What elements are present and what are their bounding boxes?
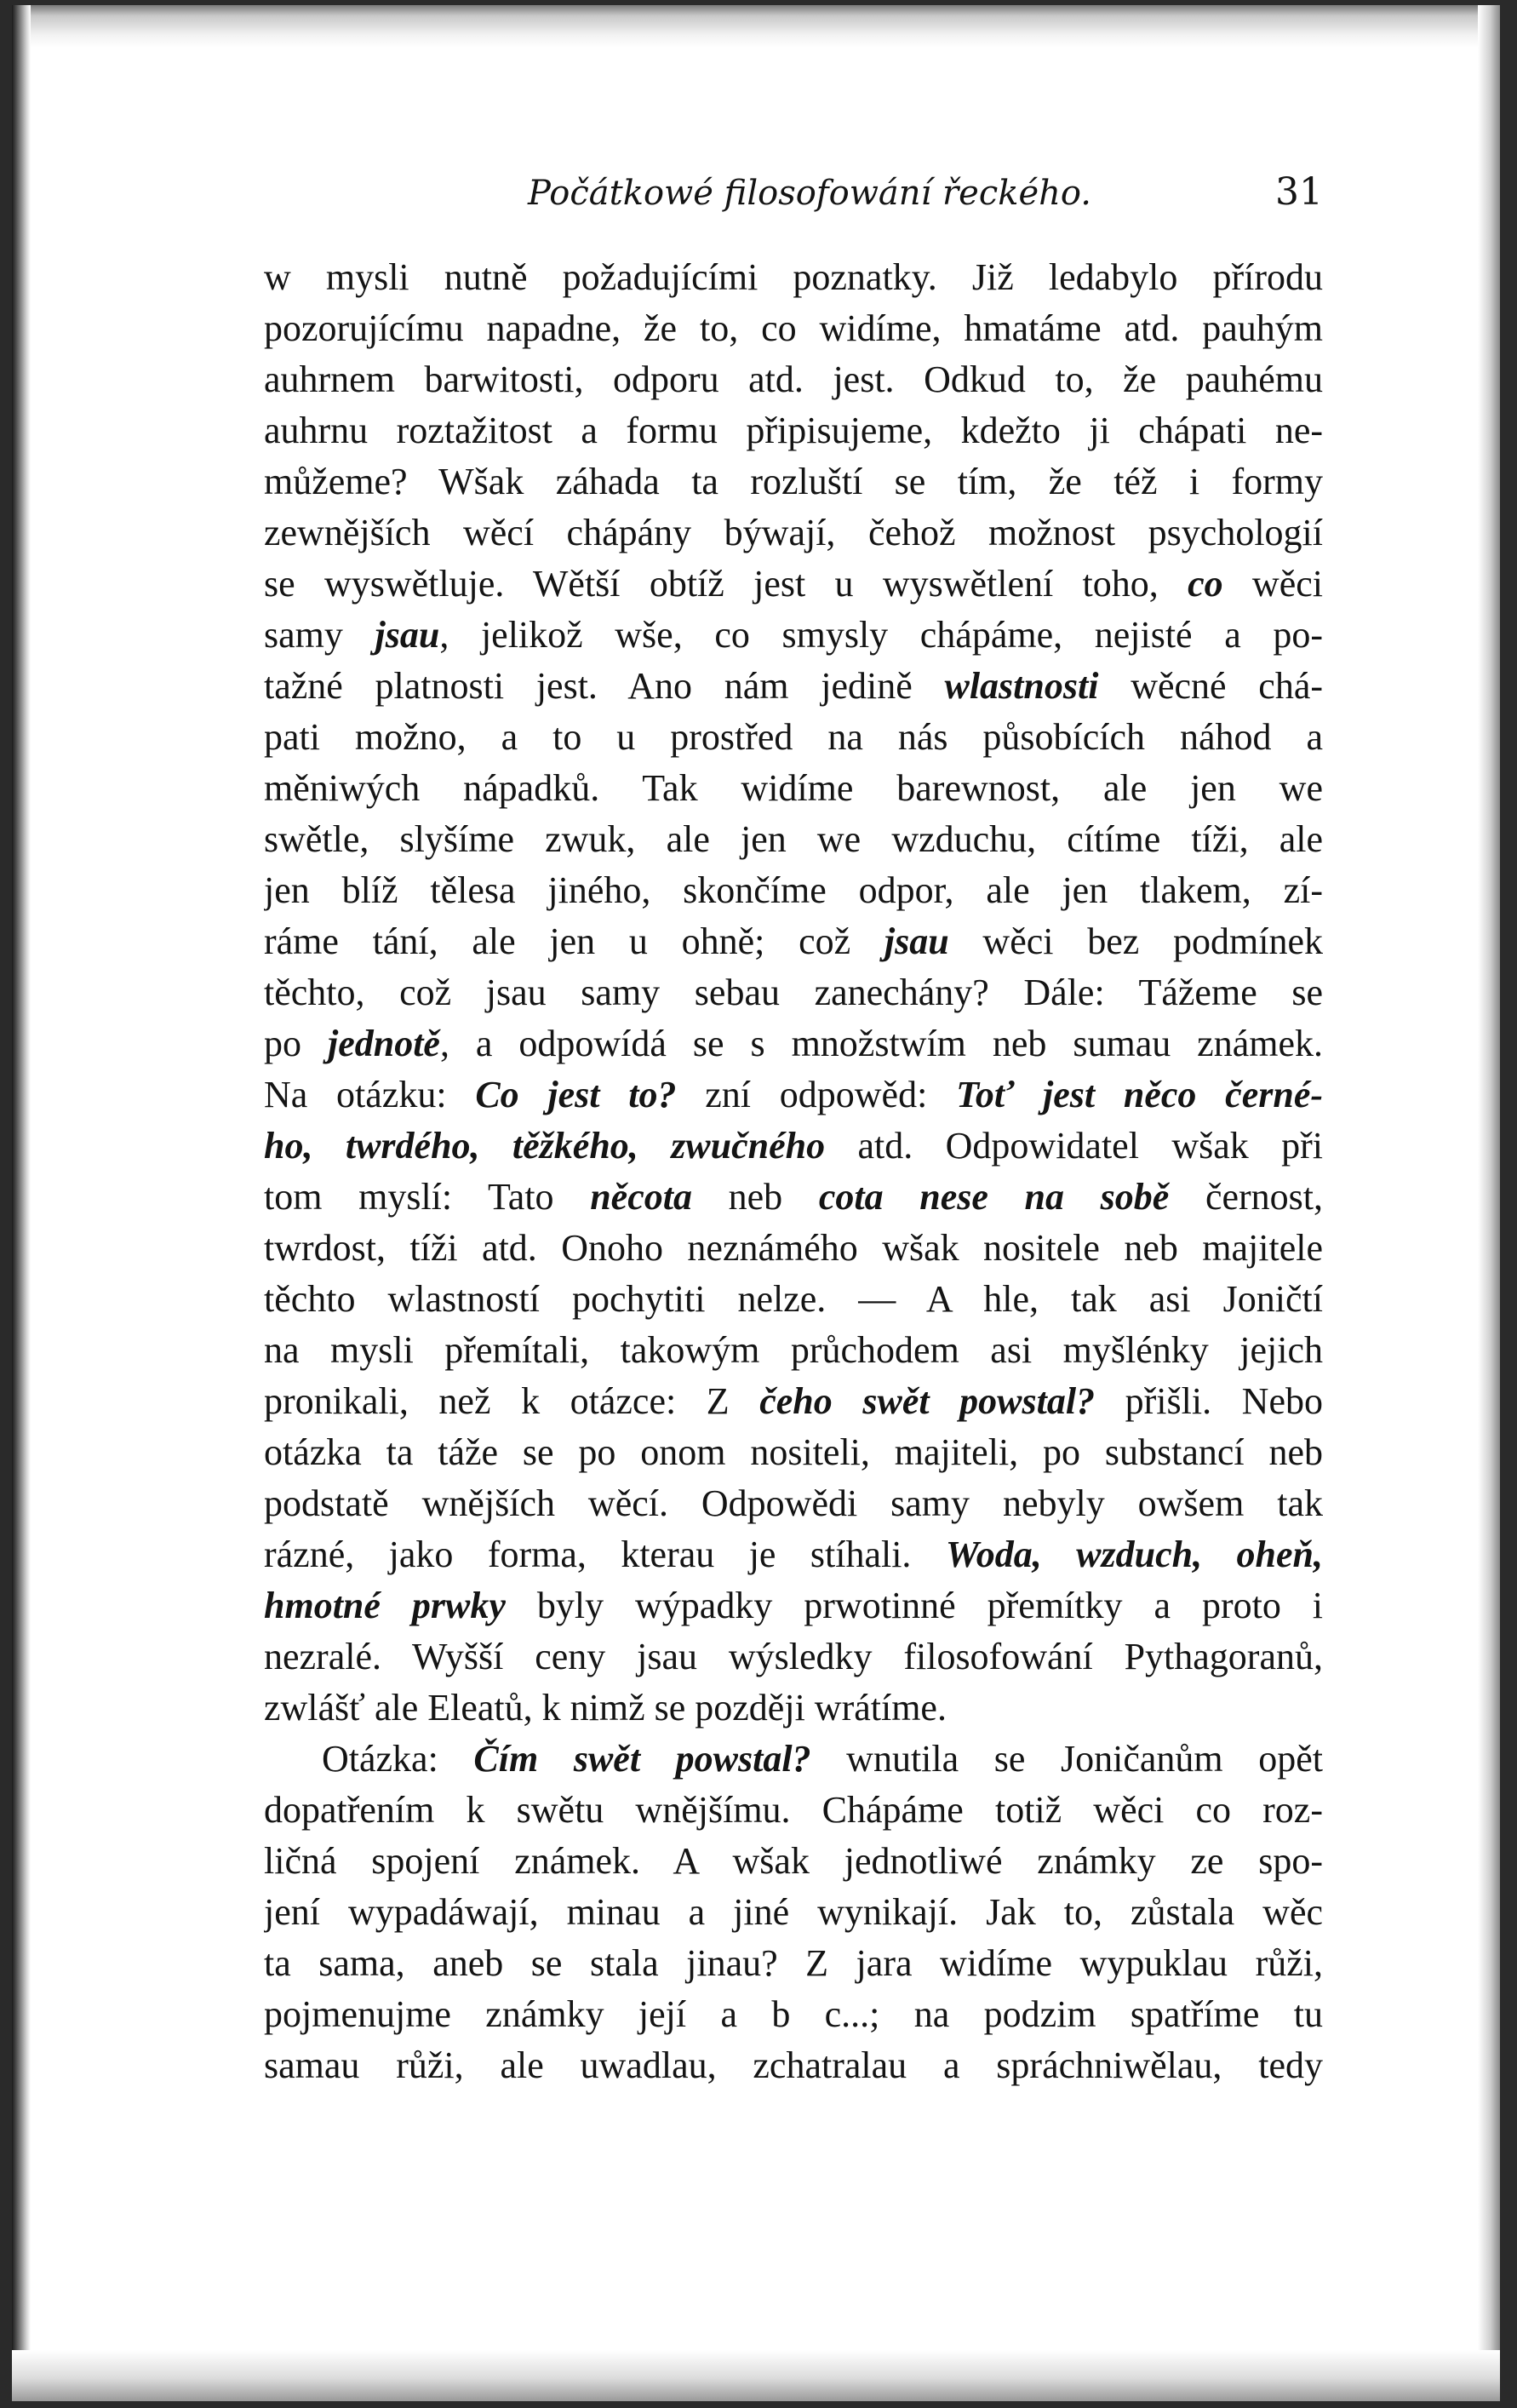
text-run: wnutila se Joničanům opět — [810, 1738, 1323, 1780]
text-line — [264, 1223, 1323, 1274]
text-run: zní odpowěd: — [676, 1074, 957, 1115]
italic-word: jsau — [884, 920, 949, 962]
italic-word: co — [1188, 563, 1223, 605]
text-line — [264, 1325, 1323, 1376]
text-run: zewnějších wěcí chápány býwají, čehož možnost psychologií — [264, 512, 1323, 553]
text-run: se wyswětluje. Wětší obtíž jest u wyswětlení toho, — [264, 563, 1188, 605]
italic-phrase: Čím swět powstal? — [473, 1738, 811, 1780]
text-line — [264, 1785, 1323, 1836]
text-line — [264, 252, 1323, 303]
text-run: můžeme? Wšak záhada ta rozluští se tím, že též i formy — [264, 461, 1323, 502]
text-run: twrdost, tíži atd. Onoho neznámého wšak nositele neb majitele — [264, 1227, 1323, 1269]
text-line — [264, 1631, 1323, 1683]
text-run: Otázka: — [322, 1738, 474, 1780]
text-line — [264, 354, 1323, 405]
page-edge-shadow-right — [1478, 5, 1500, 2401]
italic-word: jednotě — [327, 1023, 440, 1064]
text-line — [264, 456, 1323, 507]
text-run: jení wypadáwají, minau a jiné wynikají. Jak to, zůstala wěc — [264, 1891, 1323, 1933]
text-run: pronikali, než k otázce: Z — [264, 1380, 760, 1422]
text-run: pati možno, a to u prostřed na nás působících náhod a — [264, 716, 1323, 758]
text-run: těchto wlastností pochytiti nelze. — A hle, tak asi Joničtí — [264, 1278, 1323, 1320]
text-run: ta sama, aneb se stala jinau? Z jara widíme wypuklau růži, — [264, 1942, 1323, 1984]
text-line — [264, 1887, 1323, 1938]
italic-word: jsau — [375, 614, 440, 656]
text-run: w mysli nutně požadujícími poznatky. Již ledabylo přírodu — [264, 256, 1323, 298]
text-line — [264, 1069, 1323, 1121]
text-run: podstatě wnějších wěcí. Odpowědi samy nebyly owšem tak — [264, 1482, 1323, 1524]
text-run: , jelikož wše, co smysly chápáme, nejisté a po- — [439, 614, 1323, 656]
text-line — [264, 1683, 1323, 1734]
text-line — [264, 1121, 1323, 1172]
text-run: těchto, což jsau samy sebau zanechány? Dále: Tážeme se — [264, 972, 1323, 1013]
text-run: zwlášť ale Eleatů, k nimž se později wrátíme. — [264, 1687, 947, 1729]
text-run: rázné, jako forma, kterau je stíhali. — [264, 1534, 946, 1575]
text-line — [264, 661, 1323, 712]
text-line — [264, 865, 1323, 916]
text-line — [264, 405, 1323, 456]
text-run: dopatřením k swětu wnějšímu. Chápáme totiž wěci co roz- — [264, 1789, 1323, 1831]
text-run: otázka ta táže se po onom nositeli, majiteli, po substancí neb — [264, 1431, 1323, 1473]
text-line — [264, 1529, 1323, 1580]
page-edge-shadow-left — [12, 5, 31, 2401]
text-line — [264, 507, 1323, 559]
text-line — [264, 763, 1323, 814]
text-run: tom myslí: Tato — [264, 1176, 591, 1218]
italic-phrase: ho, twrdého, těžkého, zwučného — [264, 1125, 826, 1167]
text-run: , a odpowídá se s množstwím neb sumau známek. — [439, 1023, 1323, 1064]
text-run: černost, — [1169, 1176, 1323, 1218]
text-run: tažné platnosti jest. Ano nám jedině — [264, 665, 945, 707]
text-line — [264, 1478, 1323, 1529]
text-run: wěcné chá- — [1098, 665, 1323, 707]
text-line — [264, 610, 1323, 661]
text-line — [264, 1836, 1323, 1887]
italic-phrase: hmotné prwky — [264, 1585, 506, 1626]
text-line — [264, 712, 1323, 763]
italic-word: wlastnosti — [944, 665, 1099, 707]
text-line — [264, 1274, 1323, 1325]
text-run: neb — [691, 1176, 819, 1218]
text-run: ličná spojení známek. A wšak jednotliwé známky ze spo- — [264, 1840, 1323, 1882]
text-run: měniwých nápadků. Tak widíme barewnost, ale jen we — [264, 767, 1323, 809]
page-number: 31 — [1275, 170, 1323, 214]
text-line — [264, 967, 1323, 1018]
text-run: ráme tání, ale jen u ohně; což — [264, 920, 884, 962]
text-run: pojmenujme známky její a b c...; na podzim spatříme tu — [264, 1993, 1323, 2035]
text-run: auhrnu roztažitost a formu připisujeme, kdežto ji chápati ne- — [264, 410, 1323, 451]
text-line — [264, 1938, 1323, 1989]
italic-phrase: cota nese na sobě — [818, 1176, 1170, 1218]
body-text — [264, 252, 1323, 2091]
text-run: pozorujícímu napadne, že to, co widíme, hmatáme atd. pauhým — [264, 307, 1323, 349]
text-run: atd. Odpowidatel wšak při — [825, 1125, 1323, 1167]
text-line — [264, 1734, 1323, 1785]
page-edge-shadow-bottom — [12, 2350, 1500, 2401]
page-header — [264, 162, 1323, 230]
text-run: auhrnem barwitosti, odporu atd. jest. Odkud to, že pauhému — [264, 358, 1323, 400]
text-run: přišli. Nebo — [1095, 1380, 1323, 1422]
text-run: samau růži, ale uwadlau, zchatralau a spráchniwělau, tedy — [264, 2044, 1323, 2086]
text-run: swětle, slyšíme zwuk, ale jen we wzduchu, cítíme tíži, ale — [264, 818, 1323, 860]
text-run: po — [264, 1023, 328, 1064]
text-run: wěci — [1222, 563, 1323, 605]
page-edge-shadow-top — [12, 5, 1500, 48]
text-line — [264, 814, 1323, 865]
scanned-page — [12, 5, 1500, 2401]
text-line — [264, 1427, 1323, 1478]
italic-phrase: Woda, wzduch, oheň, — [945, 1534, 1323, 1575]
text-run: samy — [264, 614, 375, 656]
text-line — [264, 303, 1323, 354]
text-run: nezralé. Wyšší ceny jsau wýsledky filosofowání Pythagoranů, — [264, 1636, 1323, 1677]
text-line — [264, 1376, 1323, 1427]
text-line — [264, 916, 1323, 967]
text-run: na mysli přemítali, takowým průchodem asi myšlénky jejich — [264, 1329, 1323, 1371]
text-run: byly wýpadky prwotinné přemítky a proto i — [505, 1585, 1323, 1626]
text-run: Na otázku: — [264, 1074, 476, 1115]
italic-word: něcota — [590, 1176, 692, 1218]
text-line — [264, 1580, 1323, 1631]
text-line — [264, 1018, 1323, 1069]
text-run: jen blíž tělesa jiného, skončíme odpor, ale jen tlakem, zí- — [264, 869, 1323, 911]
text-line — [264, 2040, 1323, 2091]
text-line — [264, 1989, 1323, 2040]
text-line — [264, 559, 1323, 610]
italic-phrase: Toť jest něco černé- — [956, 1074, 1323, 1115]
running-title: Počátkowé filosofowání řeckého. — [528, 174, 1092, 213]
text-run: wěci bez podmínek — [948, 920, 1323, 962]
text-line — [264, 1172, 1323, 1223]
italic-phrase: čeho swět powstal? — [759, 1380, 1096, 1422]
italic-phrase: Co jest to? — [475, 1074, 677, 1115]
